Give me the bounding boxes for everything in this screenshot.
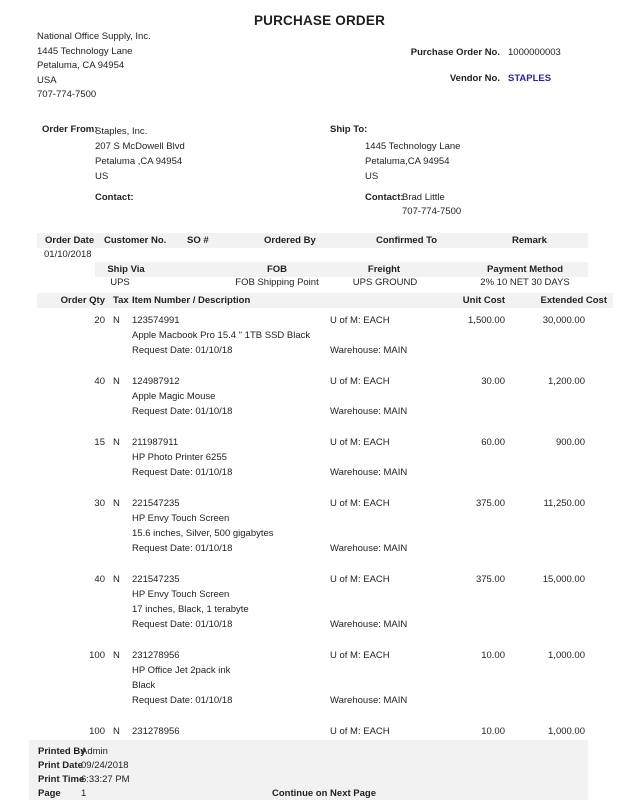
item-request-line bbox=[37, 617, 613, 632]
item-description-line: Apple Magic Mouse bbox=[132, 391, 216, 402]
ship-to-contact-label: Contact: bbox=[365, 192, 404, 203]
order-info-header-bar bbox=[37, 233, 588, 248]
shipping-info-values bbox=[0, 277, 639, 292]
vendor-number-link[interactable]: STAPLES bbox=[508, 73, 552, 84]
remark-header: Remark bbox=[512, 235, 547, 246]
so-number-header: SO # bbox=[187, 235, 209, 246]
order-from-address bbox=[95, 124, 185, 184]
item-request-date: Request Date: 01/10/18 bbox=[132, 695, 233, 706]
company-country: USA bbox=[37, 74, 57, 86]
item-tax: N bbox=[113, 315, 120, 326]
item-extended-cost: 15,000.00 bbox=[542, 574, 585, 585]
customer-no-header: Customer No. bbox=[104, 235, 167, 246]
item-request-date: Request Date: 01/10/18 bbox=[132, 406, 233, 417]
item-description-line: HP Envy Touch Screen bbox=[132, 513, 230, 524]
freight-header: Freight bbox=[367, 264, 401, 275]
item-uom: U of M: EACH bbox=[330, 726, 390, 737]
item-tax: N bbox=[113, 498, 120, 509]
item-number-description-header: Item Number / Description bbox=[132, 295, 251, 306]
item-request-line bbox=[37, 693, 613, 708]
item-qty: 30 bbox=[94, 498, 105, 509]
item-uom: U of M: EACH bbox=[330, 437, 390, 448]
company-name: National Office Supply, Inc. bbox=[37, 31, 151, 42]
item-tax: N bbox=[113, 726, 120, 737]
ship-to-address bbox=[365, 139, 460, 184]
item-qty: 40 bbox=[94, 376, 105, 387]
item-number: 123574991 bbox=[132, 315, 180, 326]
item-request-line bbox=[37, 343, 613, 358]
item-warehouse: Warehouse: MAIN bbox=[330, 467, 408, 478]
company-street: 1445 Technology Lane bbox=[37, 45, 133, 57]
order-qty-header: Order Qty bbox=[60, 295, 105, 306]
ship-to-country: US bbox=[365, 171, 379, 182]
payment-method-value: 2% 10 NET 30 DAYS bbox=[480, 277, 570, 288]
item-unit-cost: 30.00 bbox=[481, 376, 505, 387]
item-unit-cost: 375.00 bbox=[475, 498, 505, 509]
order-from-country: US bbox=[95, 171, 109, 182]
print-info-footer bbox=[29, 740, 588, 800]
payment-method-header: Payment Method bbox=[486, 264, 564, 275]
order-from-street: 207 S McDowell Blvd bbox=[95, 141, 185, 152]
po-number-label: Purchase Order No. bbox=[410, 47, 500, 58]
tax-header: Tax bbox=[113, 295, 129, 306]
item-request-line bbox=[37, 404, 613, 419]
page-title: PURCHASE ORDER bbox=[253, 13, 386, 28]
ship-to-street: 1445 Technology Lane bbox=[365, 141, 461, 152]
item-warehouse: Warehouse: MAIN bbox=[330, 345, 408, 356]
item-number: 124987912 bbox=[132, 376, 180, 387]
item-uom: U of M: EACH bbox=[330, 574, 390, 585]
print-date-label: Print Date bbox=[38, 760, 83, 771]
item-number: 221547235 bbox=[132, 574, 180, 585]
order-from-label: Order From: bbox=[42, 124, 98, 135]
item-unit-cost: 60.00 bbox=[481, 437, 505, 448]
item-description-line: Apple Macbook Pro 15.4 " 1TB SSD Black bbox=[132, 330, 311, 341]
item-extended-cost: 1,000.00 bbox=[548, 726, 585, 737]
item-extended-cost: 900.00 bbox=[555, 437, 585, 448]
fob-header: FOB bbox=[266, 264, 288, 275]
ship-to-contact-phone: 707-774-7500 bbox=[402, 206, 462, 217]
item-extended-cost: 1,000.00 bbox=[548, 650, 585, 661]
unit-cost-header: Unit Cost bbox=[462, 295, 505, 306]
item-unit-cost: 1,500.00 bbox=[468, 315, 505, 326]
item-qty: 40 bbox=[94, 574, 105, 585]
item-tax: N bbox=[113, 574, 120, 585]
item-request-line bbox=[37, 465, 613, 480]
item-description-line: HP Office Jet 2pack ink bbox=[132, 665, 231, 676]
fob-value: FOB Shipping Point bbox=[235, 277, 319, 288]
print-time-value: 6:33:27 PM bbox=[81, 774, 130, 785]
printed-by-label: Printed By bbox=[38, 746, 86, 757]
item-tax: N bbox=[113, 376, 120, 387]
item-uom: U of M: EACH bbox=[330, 376, 390, 387]
vendor-number-label: Vendor No. bbox=[449, 73, 500, 84]
item-description-line: HP Envy Touch Screen bbox=[132, 589, 230, 600]
item-extended-cost: 11,250.00 bbox=[543, 498, 585, 509]
confirmed-to-header: Confirmed To bbox=[376, 235, 438, 246]
page-label: Page bbox=[38, 788, 61, 799]
po-number-value: 1000000003 bbox=[508, 47, 561, 58]
item-request-date: Request Date: 01/10/18 bbox=[132, 543, 233, 554]
printed-by-value: Admin bbox=[81, 746, 108, 757]
page-value: 1 bbox=[81, 788, 87, 799]
item-request-date: Request Date: 01/10/18 bbox=[132, 619, 233, 630]
print-date-value: 09/24/2018 bbox=[81, 760, 129, 771]
item-tax: N bbox=[113, 650, 120, 661]
item-qty: 15 bbox=[94, 437, 105, 448]
item-unit-cost: 10.00 bbox=[481, 650, 505, 661]
item-warehouse: Warehouse: MAIN bbox=[330, 619, 408, 630]
item-request-line bbox=[37, 541, 613, 556]
item-qty: 20 bbox=[94, 315, 105, 326]
item-unit-cost: 375.00 bbox=[475, 574, 505, 585]
ship-to-contact-name: Brad Little bbox=[402, 192, 445, 203]
continue-next-page-text: Continue on Next Page bbox=[272, 788, 376, 799]
ordered-by-header: Ordered By bbox=[264, 235, 316, 246]
ship-to-label: Ship To: bbox=[330, 124, 368, 135]
item-request-date: Request Date: 01/10/18 bbox=[132, 345, 233, 356]
item-qty: 100 bbox=[89, 650, 105, 661]
item-request-date: Request Date: 01/10/18 bbox=[132, 467, 233, 478]
order-from-city: Petaluma ,CA 94954 bbox=[95, 156, 183, 167]
company-city: Petaluma, CA 94954 bbox=[37, 60, 125, 72]
item-description-line: HP Photo Printer 6255 bbox=[132, 452, 227, 463]
item-tax: N bbox=[113, 437, 120, 448]
item-number: 231278956 bbox=[132, 650, 180, 661]
item-description-line: 15.6 inches, Silver, 500 gigabytes bbox=[132, 528, 274, 539]
item-unit-cost: 10.00 bbox=[481, 726, 505, 737]
item-extended-cost: 30,000.00 bbox=[542, 315, 585, 326]
company-address-block bbox=[37, 30, 151, 103]
order-from-name: Staples, Inc. bbox=[95, 126, 148, 137]
order-date-header: Order Date bbox=[45, 235, 95, 246]
item-uom: U of M: EACH bbox=[330, 498, 390, 509]
item-number: 211987911 bbox=[132, 437, 179, 448]
items-table-header-bar bbox=[37, 293, 613, 308]
item-qty: 100 bbox=[89, 726, 105, 737]
item-number: 231278956 bbox=[132, 726, 180, 737]
item-number: 221547235 bbox=[132, 498, 180, 509]
item-warehouse: Warehouse: MAIN bbox=[330, 406, 408, 417]
extended-cost-header: Extended Cost bbox=[540, 295, 607, 306]
freight-value: UPS GROUND bbox=[352, 277, 418, 288]
company-phone: 707-774-7500 bbox=[37, 89, 97, 101]
item-extended-cost: 1,200.00 bbox=[548, 376, 585, 387]
order-date-value: 01/10/2018 bbox=[44, 249, 92, 260]
item-description-line: 17 inches, Black, 1 terabyte bbox=[132, 604, 249, 615]
ship-via-header: Ship Via bbox=[107, 264, 145, 275]
ship-to-city: Petaluma,CA 94954 bbox=[365, 156, 450, 167]
item-uom: U of M: EACH bbox=[330, 650, 390, 661]
order-from-contact-label: Contact: bbox=[95, 192, 134, 203]
item-uom: U of M: EACH bbox=[330, 315, 390, 326]
ship-via-value: UPS bbox=[110, 277, 130, 288]
item-warehouse: Warehouse: MAIN bbox=[330, 543, 408, 554]
item-description-line: Black bbox=[132, 680, 156, 691]
print-time-label: Print Time bbox=[38, 774, 85, 785]
shipping-info-header-bar bbox=[95, 262, 588, 277]
item-warehouse: Warehouse: MAIN bbox=[330, 695, 408, 706]
